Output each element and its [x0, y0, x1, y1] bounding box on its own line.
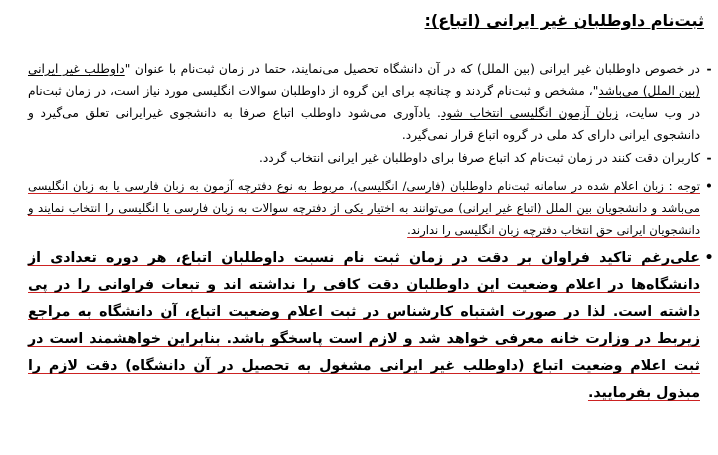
item-text: توجه : زبان اعلام شده در سامانه ثبت‌نام داوطلبان (فارسی/ انگلیسی)، مربوط به نوع دفترچه آزمون به زبان فارسی یا به زبان انگلیسی می‌باشد و دانشجویان بین الملل (اتباع غیر ایرانی) می‌توانند به اختیار یکی از دفترچه سوالات به زبان فارسی یا انگلیسی را انتخاب نمایند و دانشجویان ایرانی حق انتخاب دفترچه زبان انگلیسی را ندارند.: [28, 179, 700, 237]
item-text: کاربران دقت کنند در زمان ثبت‌نام کد اتباع صرفا برای داوطلبان غیر ایرانی انتخاب گردد.: [259, 151, 700, 165]
item-text-part: . یادآوری می‌شود داوطلب اتباع صرفا به دانشجوی غیرایرانی تعلق می‌گیرد و دانشجوی ایرانی دارای کد ملی در گروه اتباع قرار نمی‌گیرد.: [28, 106, 700, 142]
dash-bullet: -: [706, 151, 712, 165]
dash-bullet: -: [706, 62, 712, 76]
list-item: [28, 245, 714, 407]
section-title: ثبت‌نام داوطلبان غیر ایرانی (اتباع):: [424, 11, 704, 30]
notes-list: [28, 58, 714, 407]
item-text: علی‌رغم تاکید فراوان بر دقت در زمان ثبت نام نسبت داوطلبان اتباع، هر دوره تعدادی از دانشگاه‌ها در اعلام وضعیت این داوطلبان دقت کافی را نداشته اند و تبعات فراوانی را در پی داشته است. لذا در صورت اشتباه کارشناس در ثبت اعلام وضعیت اتباع، آن دانشگاه به مراجع زیربط در وزارت خانه معرفی خواهد شد و لازم است پاسخگو باشد. بنابراین خواهشمند است در ثبت اعلام وضعیت اتباع (داوطلب غیر ایرانی مشغول به تحصیل در آن دانشگاه) دقت لازم را مبذول بفرمایید.: [28, 250, 700, 401]
dot-bullet: •: [704, 250, 714, 266]
underlined-phrase: زبان آزمون انگلیسی انتخاب شود: [440, 106, 619, 120]
item-text: [28, 58, 700, 146]
list-item: [28, 148, 712, 169]
underlined-phrase: داوطلب غیر ایرانی (بین الملل) می‌باشد: [28, 62, 700, 98]
list-item: [28, 175, 713, 241]
item-text-part: در خصوص داوطلبان غیر ایرانی (بین الملل) که در آن دانشگاه تحصیل می‌نمایند، حتما در زمان ثبت‌نام با عنوان ": [124, 62, 700, 76]
item-text-part: "، مشخص و ثبت‌نام گردند و چنانچه برای این گروه از داوطلبان سوالات انگلیسی مورد نیاز است، در زمان ثبت‌نام در وب سایت،: [28, 84, 701, 120]
list-item: [28, 58, 712, 146]
dot-bullet: •: [705, 179, 713, 193]
